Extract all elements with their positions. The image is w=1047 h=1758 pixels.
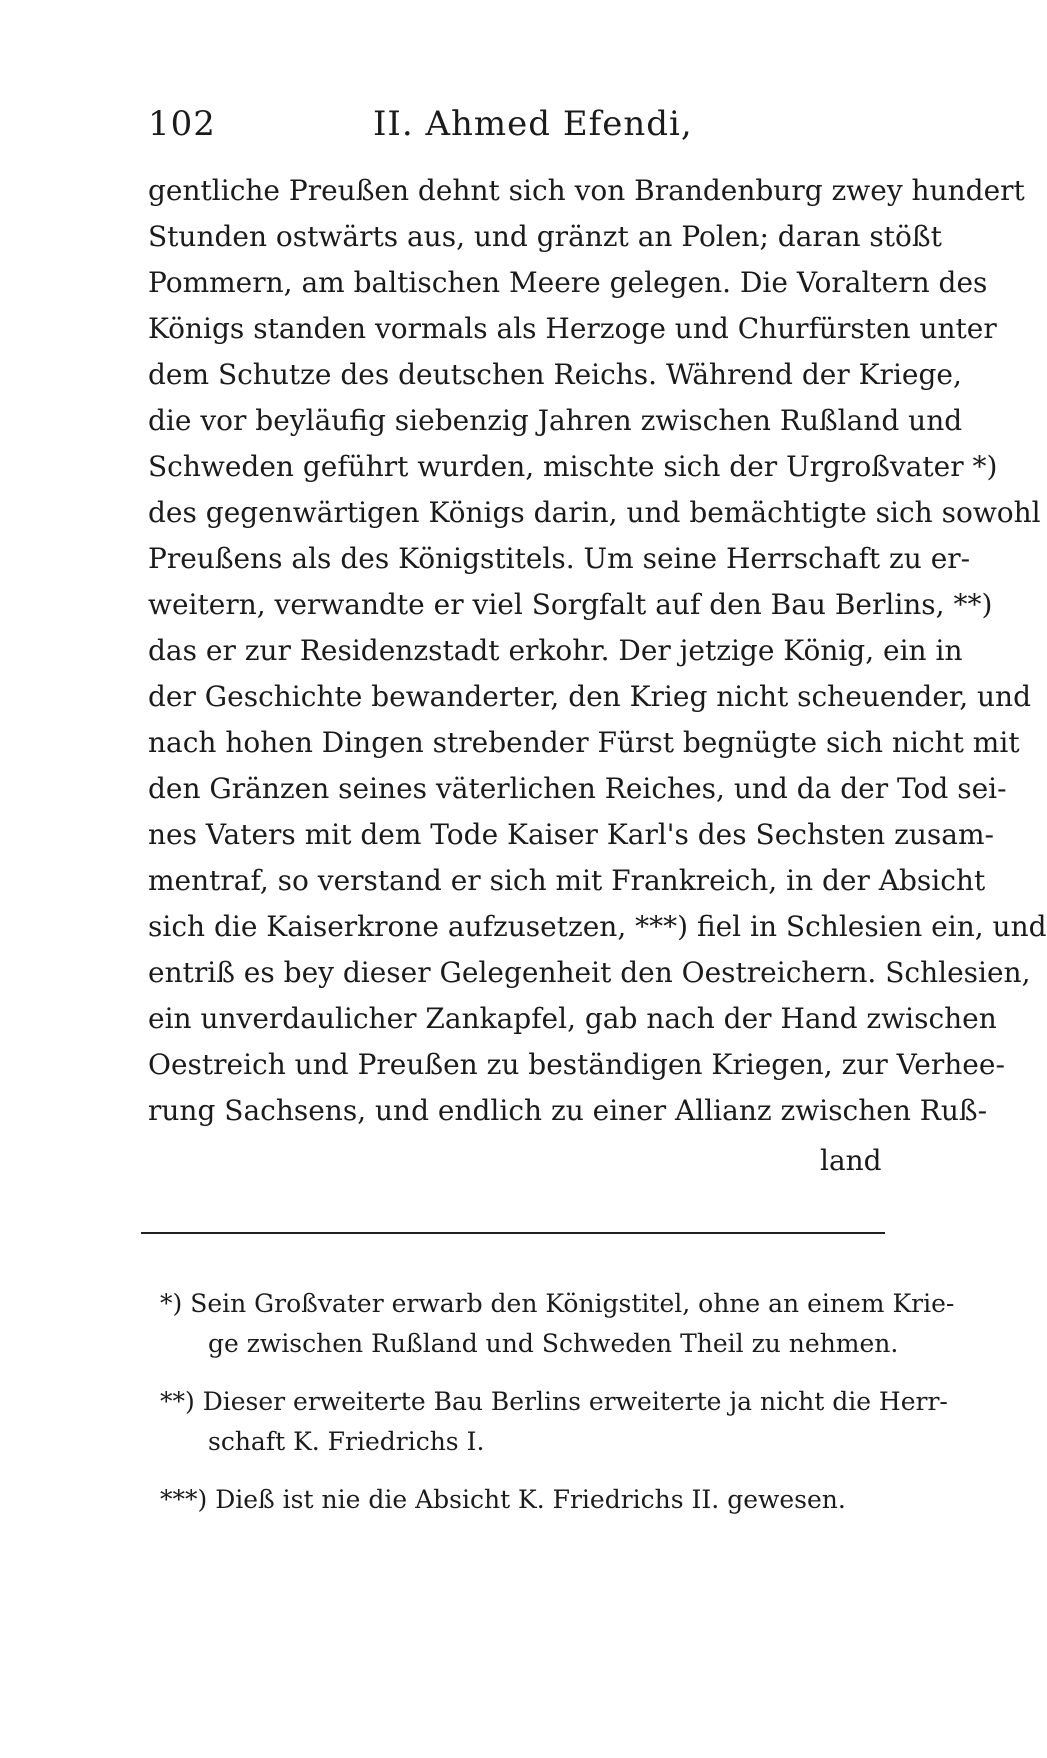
text-line: sich die Kaiserkrone aufzusetzen, ***) fiel in Schlesien ein, und: [148, 910, 1047, 943]
text-line: mentraf, so verstand er sich mit Frankreich, in der Absicht: [148, 864, 986, 897]
text-line: Königs standen vormals als Herzoge und Churfürsten unter: [148, 312, 997, 345]
text-line: nach hohen Dingen strebender Fürst begnügte sich nicht mit: [148, 726, 1020, 759]
footnote-line: **) Dieser erweiterte Bau Berlins erweiterte ja nicht die Herr-: [160, 1387, 948, 1416]
running-title: II. Ahmed Efendi,: [373, 104, 693, 144]
text-line: gentliche Preußen dehnt sich von Brandenburg zwey hundert: [148, 174, 1025, 207]
text-line: des gegenwärtigen Königs darin, und bemächtigte sich sowohl: [148, 496, 1041, 529]
text-line: nes Vaters mit dem Tode Kaiser Karl's des Sechsten zusam-: [148, 818, 994, 851]
text-line: Schweden geführt wurden, mischte sich der Urgroßvater *): [148, 450, 998, 483]
footnote-line: ge zwischen Rußland und Schweden Theil zu nehmen.: [208, 1329, 899, 1358]
text-line: rung Sachsens, und endlich zu einer Allianz zwischen Ruß-: [148, 1094, 988, 1127]
footnote: [160, 1382, 948, 1462]
text-line: den Gränzen seines väterlichen Reiches, und da der Tod sei-: [148, 772, 1007, 805]
text-line: entriß es bey dieser Gelegenheit den Oestreichern. Schlesien,: [148, 956, 1031, 989]
text-line: Pommern, am baltischen Meere gelegen. Die Voraltern des: [148, 266, 988, 299]
text-line: Preußens als des Königstitels. Um seine Herrschaft zu er-: [148, 542, 971, 575]
footnotes: [160, 1284, 955, 1538]
footnote-line: schaft K. Friedrichs I.: [208, 1427, 485, 1456]
catchword: land: [820, 1144, 882, 1177]
text-line: dem Schutze des deutschen Reichs. Während der Kriege,: [148, 358, 962, 391]
footnote: [160, 1480, 880, 1520]
footnote: [160, 1284, 955, 1364]
text-line: die vor beyläufig siebenzig Jahren zwischen Rußland und: [148, 404, 963, 437]
text-line: Oestreich und Preußen zu beständigen Kriegen, zur Verhee-: [148, 1048, 1005, 1081]
text-line: das er zur Residenzstadt erkohr. Der jetzige König, ein in: [148, 634, 963, 667]
footnote-line: ***) Dieß ist nie die Absicht K. Friedrichs II. gewesen.: [160, 1485, 846, 1514]
text-line: Stunden ostwärts aus, und gränzt an Polen; daran stößt: [148, 220, 942, 253]
page-number: 102: [148, 104, 216, 144]
text-line: der Geschichte bewanderter, den Krieg nicht scheuender, und: [148, 680, 1032, 713]
text-line: ein unverdaulicher Zankapfel, gab nach der Hand zwischen: [148, 1002, 997, 1035]
text-line: weitern, verwandte er viel Sorgfalt auf den Bau Berlins, **): [148, 588, 993, 621]
footnote-divider: [141, 1232, 885, 1234]
footnote-line: *) Sein Großvater erwarb den Königstitel, ohne an einem Krie-: [160, 1289, 955, 1318]
body-text: [148, 168, 1047, 1134]
running-head: [148, 96, 908, 152]
